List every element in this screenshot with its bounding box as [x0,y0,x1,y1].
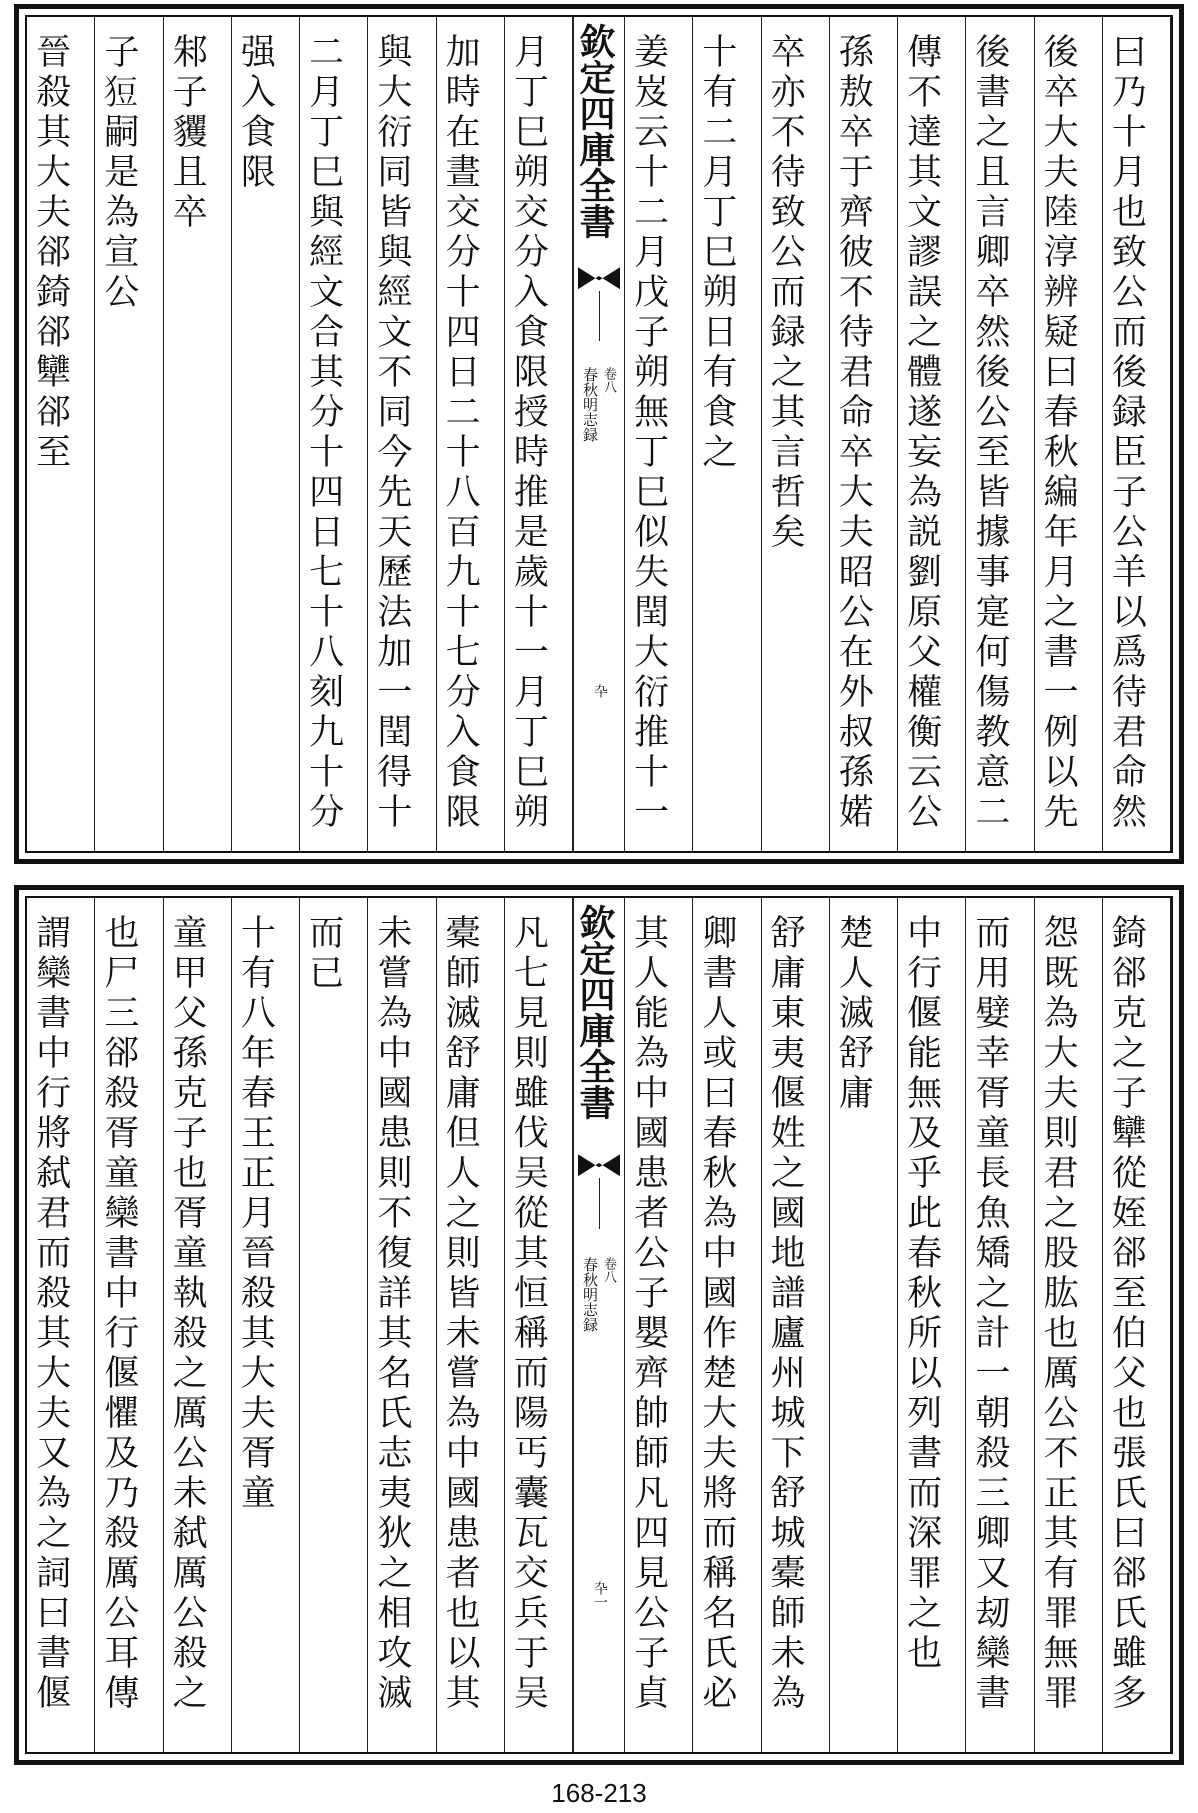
text-column [1103,17,1171,851]
column-text: 謂欒書中行將弑君而殺其大夫又為之詞曰書偃 [30,914,71,1714]
book-title: 春秋明志録 [581,367,599,443]
text-column [1035,898,1103,1752]
text-column [95,898,163,1752]
text-column [1103,898,1171,1752]
text-column [830,17,898,851]
book-title: 春秋明志録 [581,1256,599,1332]
text-column [898,898,966,1752]
column-text: 孫敖卒于齊彼不待君命卒大夫昭公在外叔孫婼 [833,33,874,833]
column-text: 橐師滅舒庸但人之則皆未嘗為中國患者也以其 [440,914,481,1714]
column-text: 加時在晝交分十四日二十八百九十七分入食限 [440,33,481,833]
column-text: 子𤞟嗣是為宣公 [98,33,139,313]
text-column [27,898,95,1752]
column-text: 晉殺其大夫郤錡郤犫郤至 [30,33,71,473]
center-fold-strip [573,898,625,1752]
fold-line [599,1178,600,1229]
text-frame [25,15,1173,853]
column-text: 曰乃十月也致公而後録臣子公羊以爲待君命然 [1106,33,1147,833]
text-frame [25,896,1173,1754]
text-column [830,898,898,1752]
text-column [762,17,830,851]
text-column [437,898,505,1752]
fishtail-mark-icon [578,1154,620,1176]
column-text: 其人能為中國患者公子嬰齊帥師凡四見公子貞 [628,914,669,1714]
text-column [966,17,1034,851]
text-column [898,17,966,851]
text-column [300,898,368,1752]
column-text: 卒亦不待致公而録之其言哲矣 [765,33,806,553]
collection-title: 欽定四庫全書 [574,23,616,239]
column-text: 而已 [303,914,344,994]
center-fold-strip [573,17,625,851]
text-column [27,17,95,851]
column-text: 姜岌云十二月戊子朔無丁巳似失閏大衍推十一 [628,33,669,833]
text-column [300,17,368,851]
text-column [1035,17,1103,851]
column-text: 二月丁巳與經文合其分十四日七十八刻九十分 [303,33,344,833]
column-text: 十有二月丁巳朔日有食之 [696,33,737,473]
page-panel-top [14,4,1184,864]
text-column [625,898,693,1752]
text-column [164,17,232,851]
volume-label: 卷八 [601,367,616,394]
column-text: 後書之且言卿卒然後公至皆據事寔何傷教意二 [969,33,1010,833]
text-column [693,17,761,851]
column-text: 中行偃能無及乎此春秋所以列書而深罪之也 [901,914,942,1674]
text-column [368,898,436,1752]
collection-title: 欽定四庫全書 [574,904,616,1120]
volume-label: 卷八 [601,1256,616,1283]
column-text: 卿書人或曰春秋為中國作楚大夫將而稱名氏必 [696,914,737,1714]
fold-line [599,291,600,341]
text-column [232,17,300,851]
page-panel-bottom [14,885,1184,1765]
column-text: 錡郤克之子犫從姪郤至伯父也張氏曰郤氏雖多 [1106,914,1147,1714]
column-text: 凡七見則雖伐吴從其恒稱而陽丐囊瓦交兵于吴 [508,914,549,1714]
column-text: 强入食限 [235,33,276,193]
column-text: 楚人滅舒庸 [833,914,874,1114]
column-text: 而用嬖幸胥童長魚矯之計一朝殺三卿又刼欒書 [969,914,1010,1714]
text-column [505,898,573,1752]
column-text: 怨既為大夫則君之股肱也厲公不正其有罪無罪 [1038,914,1079,1714]
column-text: 十有八年春王正月晉殺其大夫胥童 [235,914,276,1514]
column-text: 也尸三郤殺胥童欒書中行偃懼及乃殺厲公耳傳 [98,914,139,1714]
fishtail-mark-icon [578,267,620,289]
column-text: 邾子貜且卒 [167,33,208,233]
text-column [625,17,693,851]
page-number-footer: 168-213 [551,1778,647,1808]
column-text: 舒庸東夷偃姓之國地譜廬州城下舒城橐師未為 [765,914,806,1714]
column-text: 與大衍同皆與經文不同今先天歷法加一閏得十 [371,33,412,833]
folio-number: 卆一 [592,1581,608,1610]
text-column [164,898,232,1752]
text-column [762,898,830,1752]
column-text: 童甲父孫克子也胥童執殺之厲公未弑厲公殺之 [167,914,208,1714]
column-text: 傳不達其文謬誤之體遂妄為説劉原父權衡云公 [901,33,942,833]
text-column [437,17,505,851]
column-text: 月丁巳朔交分入食限授時推是歲十一月丁巳朔 [508,33,549,833]
column-text: 未嘗為中國患則不復詳其名氏志夷狄之相攻滅 [371,914,412,1714]
text-column [368,17,436,851]
text-column [693,898,761,1752]
folio-number: 卆 [592,684,608,699]
text-column [95,17,163,851]
column-text: 後卒大夫陸淳辨疑曰春秋編年月之書一例以先 [1038,33,1079,833]
text-column [966,898,1034,1752]
text-column [232,898,300,1752]
text-column [505,17,573,851]
